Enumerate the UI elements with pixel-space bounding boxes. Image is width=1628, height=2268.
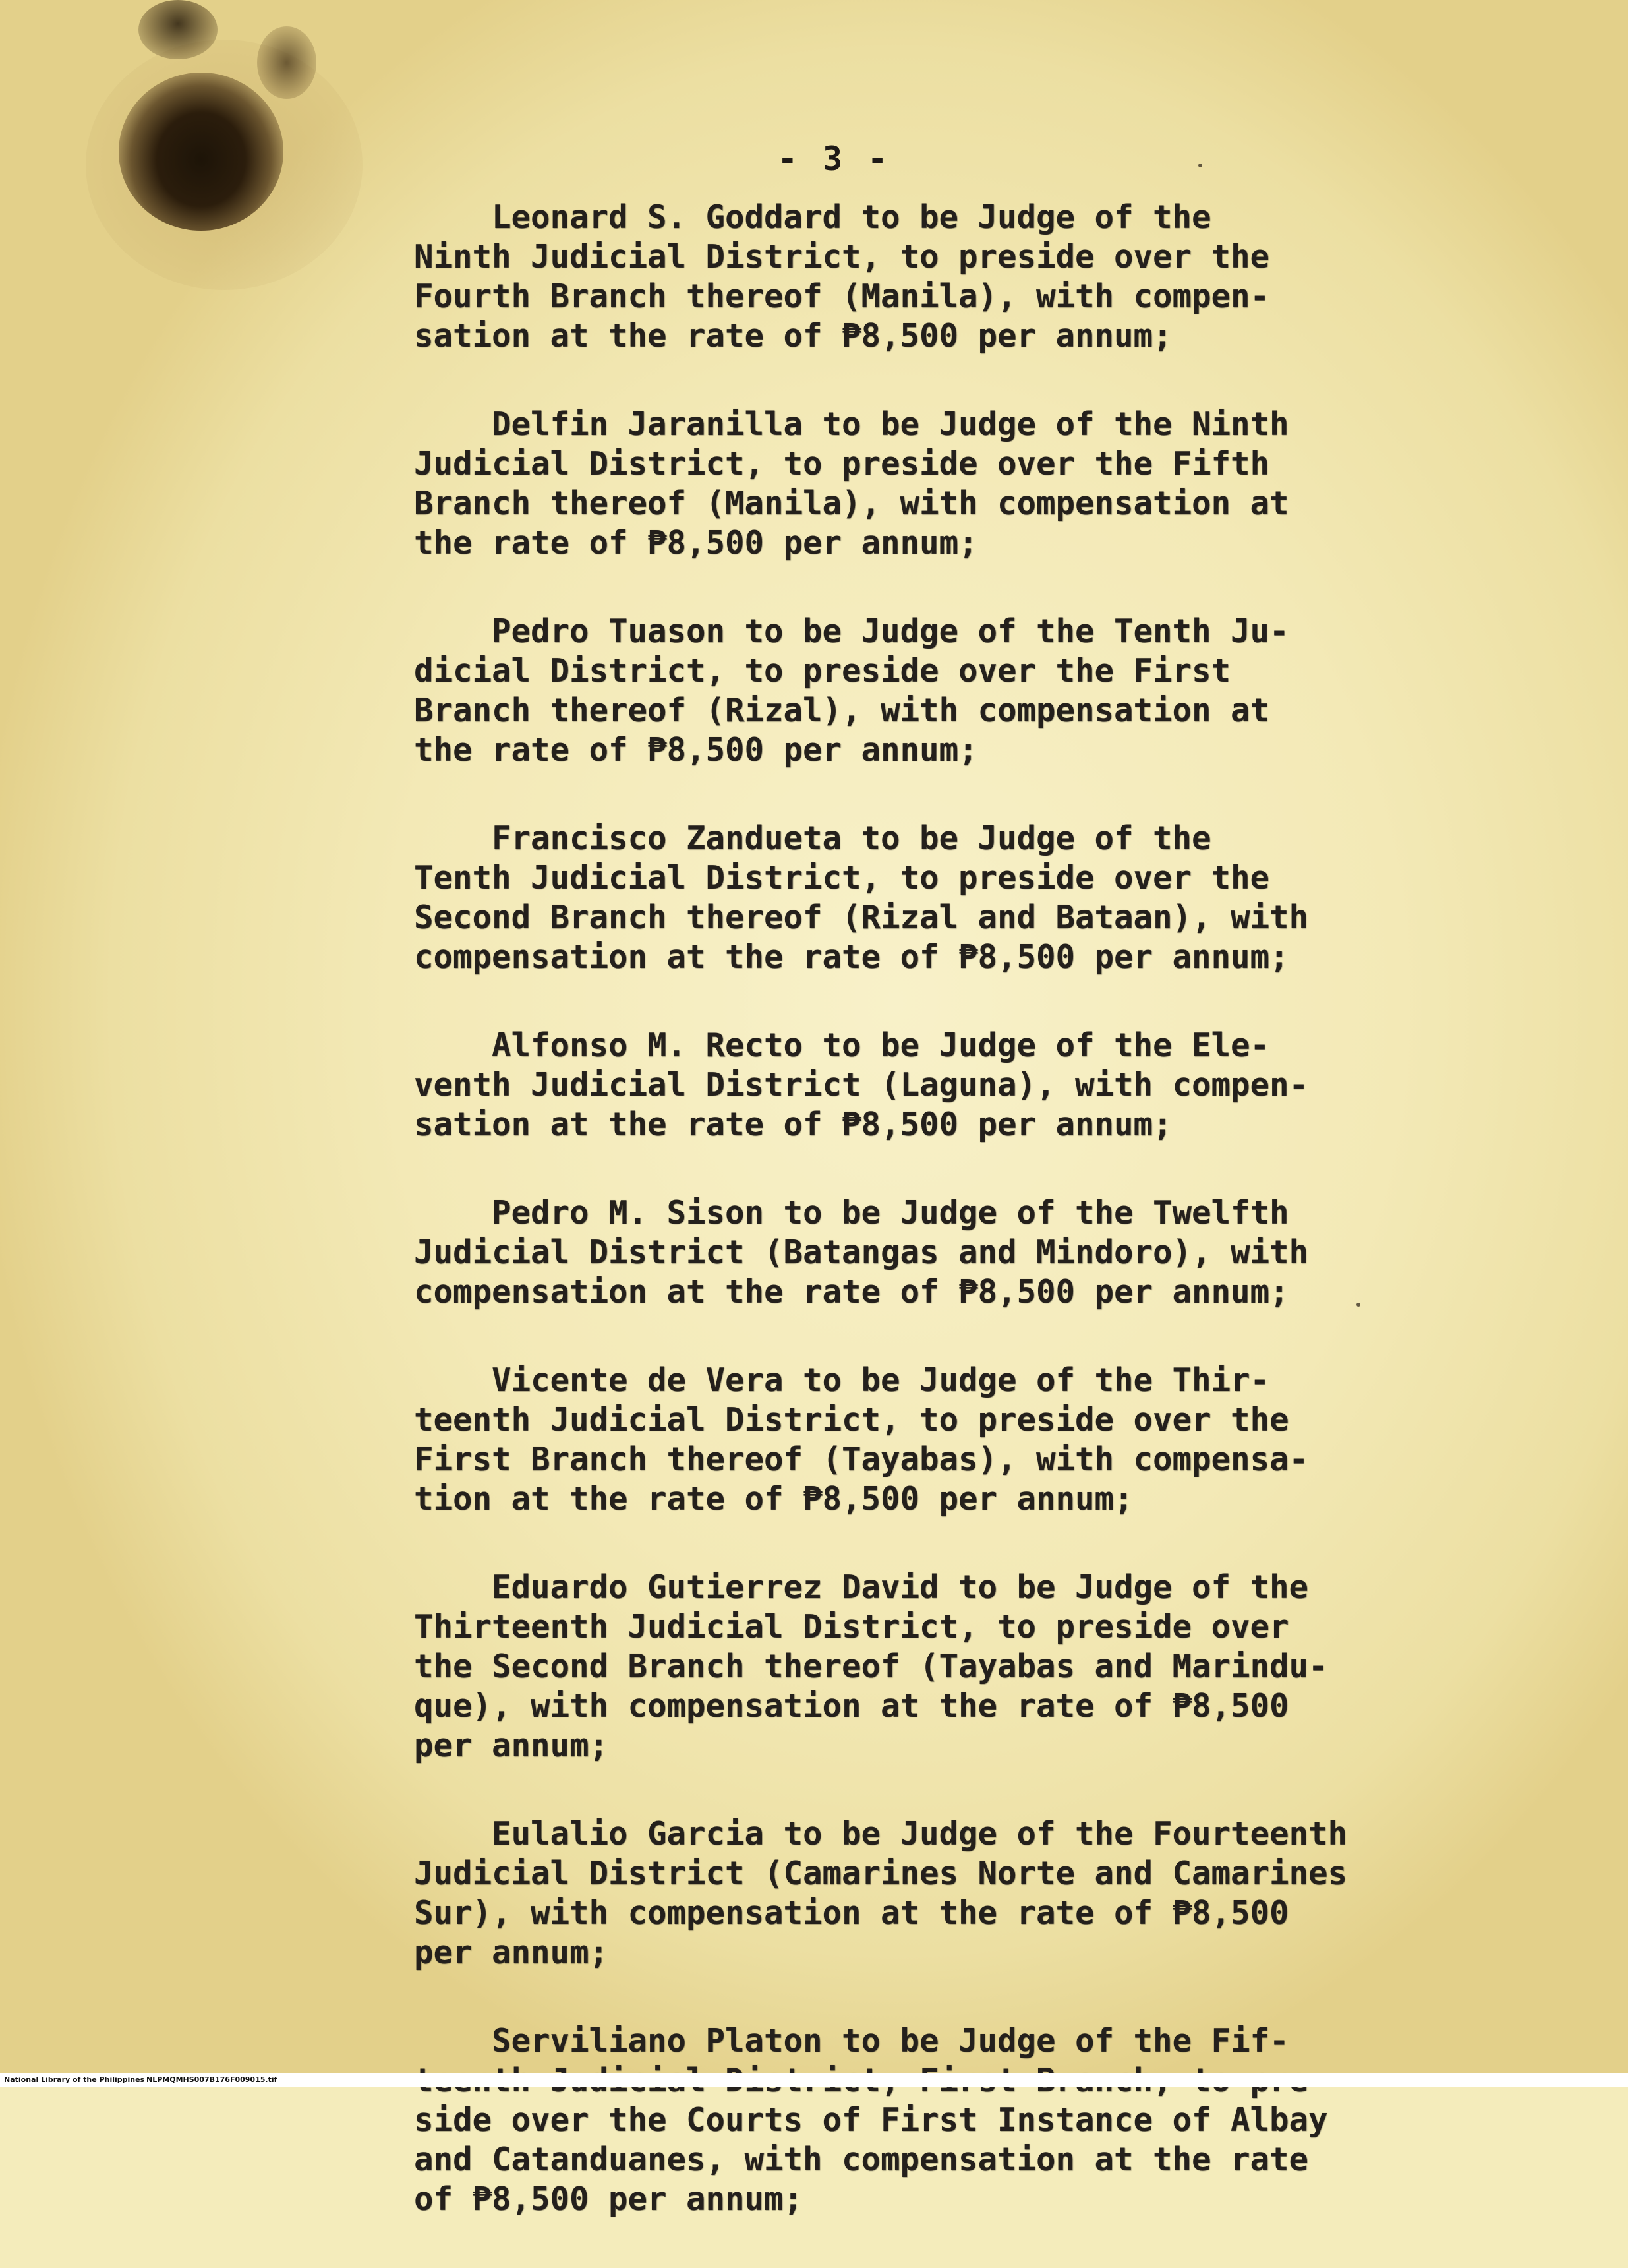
text-line: Second Branch thereof (Rizal and Bataan), with xyxy=(414,899,1309,936)
text-line: Delfin Jaranilla to be Judge of the Ninth xyxy=(414,405,1289,443)
text-line: Branch thereof (Rizal), with compensation at xyxy=(414,692,1270,729)
text-line: dicial District, to preside over the First xyxy=(414,652,1231,690)
text-line: Thirteenth Judicial District, to preside over xyxy=(414,1608,1289,1646)
document-body xyxy=(414,198,1403,2268)
text-line: the Second Branch thereof (Tayabas and Marindu- xyxy=(414,1648,1328,1685)
ink-stain-upper xyxy=(138,0,218,59)
footer-library-name: National Library of the Philippines xyxy=(4,2075,145,2084)
text-line: Sur), with compensation at the rate of ₱8,500 xyxy=(414,1894,1289,1932)
footer-filename: NLPMQMHS007B176F009015.tif xyxy=(146,2075,277,2084)
text-line: the rate of ₱8,500 per annum; xyxy=(414,524,978,562)
appointment-paragraph xyxy=(414,2021,1403,2219)
text-line: Ninth Judicial District, to preside over the xyxy=(414,238,1270,276)
ink-stain-right xyxy=(257,26,316,99)
text-line: Eulalio Garcia to be Judge of the Fourteenth xyxy=(414,1815,1348,1853)
text-line: Pedro M. Sison to be Judge of the Twelfth xyxy=(414,1194,1289,1232)
text-line: Francisco Zandueta to be Judge of the xyxy=(414,820,1211,857)
text-line: per annum; xyxy=(414,1934,609,1971)
text-line: que), with compensation at the rate of ₱8,500 xyxy=(414,1687,1289,1725)
text-line: Alfonso M. Recto to be Judge of the Ele- xyxy=(414,1027,1270,1064)
text-line: Eduardo Gutierrez David to be Judge of the xyxy=(414,1568,1309,1606)
appointment-paragraph xyxy=(414,1814,1403,1973)
page-number: - 3 - xyxy=(777,140,890,178)
text-line: venth Judicial District (Laguna), with compen- xyxy=(414,1066,1309,1104)
text-line: tion at the rate of ₱8,500 per annum; xyxy=(414,1480,1134,1518)
text-line: side over the Courts of First Instance of Albay xyxy=(414,2101,1328,2139)
text-line: Vicente de Vera to be Judge of the Thir- xyxy=(414,1361,1270,1399)
appointment-paragraph xyxy=(414,612,1403,770)
scan-footer xyxy=(0,2073,1628,2087)
text-line: sation at the rate of ₱8,500 per annum; xyxy=(414,1106,1173,1143)
text-line: Tenth Judicial District, to preside over the xyxy=(414,859,1270,897)
text-line: compensation at the rate of ₱8,500 per annum; xyxy=(414,1273,1289,1311)
appointment-paragraph xyxy=(414,198,1403,356)
text-line: Branch thereof (Manila), with compensation at xyxy=(414,485,1289,522)
text-line: and Catanduanes, with compensation at the rate xyxy=(414,2141,1309,2178)
text-line: Judicial District (Camarines Norte and Camarines xyxy=(414,1855,1348,1892)
text-line: Fourth Branch thereof (Manila), with compen- xyxy=(414,278,1270,315)
text-line: Serviliano Platon to be Judge of the Fif- xyxy=(414,2022,1289,2060)
appointment-paragraph xyxy=(414,1026,1403,1145)
text-line: of ₱8,500 per annum; xyxy=(414,2180,803,2218)
text-line: compensation at the rate of ₱8,500 per annum; xyxy=(414,938,1289,976)
appointment-paragraph xyxy=(414,1193,1403,1312)
text-line: Judicial District, to preside over the Fifth xyxy=(414,445,1270,483)
text-line: Pedro Tuason to be Judge of the Tenth Ju- xyxy=(414,612,1289,650)
text-line: First Branch thereof (Tayabas), with compensa- xyxy=(414,1441,1309,1478)
text-line: Leonard S. Goddard to be Judge of the xyxy=(414,198,1211,236)
text-line: per annum; xyxy=(414,1727,609,1764)
text-line: sation at the rate of ₱8,500 per annum; xyxy=(414,317,1173,355)
appointment-paragraph xyxy=(414,1361,1403,1519)
appointment-paragraph xyxy=(414,1568,1403,1766)
appointment-paragraph xyxy=(414,819,1403,977)
text-line: the rate of ₱8,500 per annum; xyxy=(414,731,978,769)
text-line: teenth Judicial District, to preside over the xyxy=(414,1401,1289,1439)
appointment-paragraph xyxy=(414,405,1403,563)
text-line: Judicial District (Batangas and Mindoro), with xyxy=(414,1234,1309,1271)
